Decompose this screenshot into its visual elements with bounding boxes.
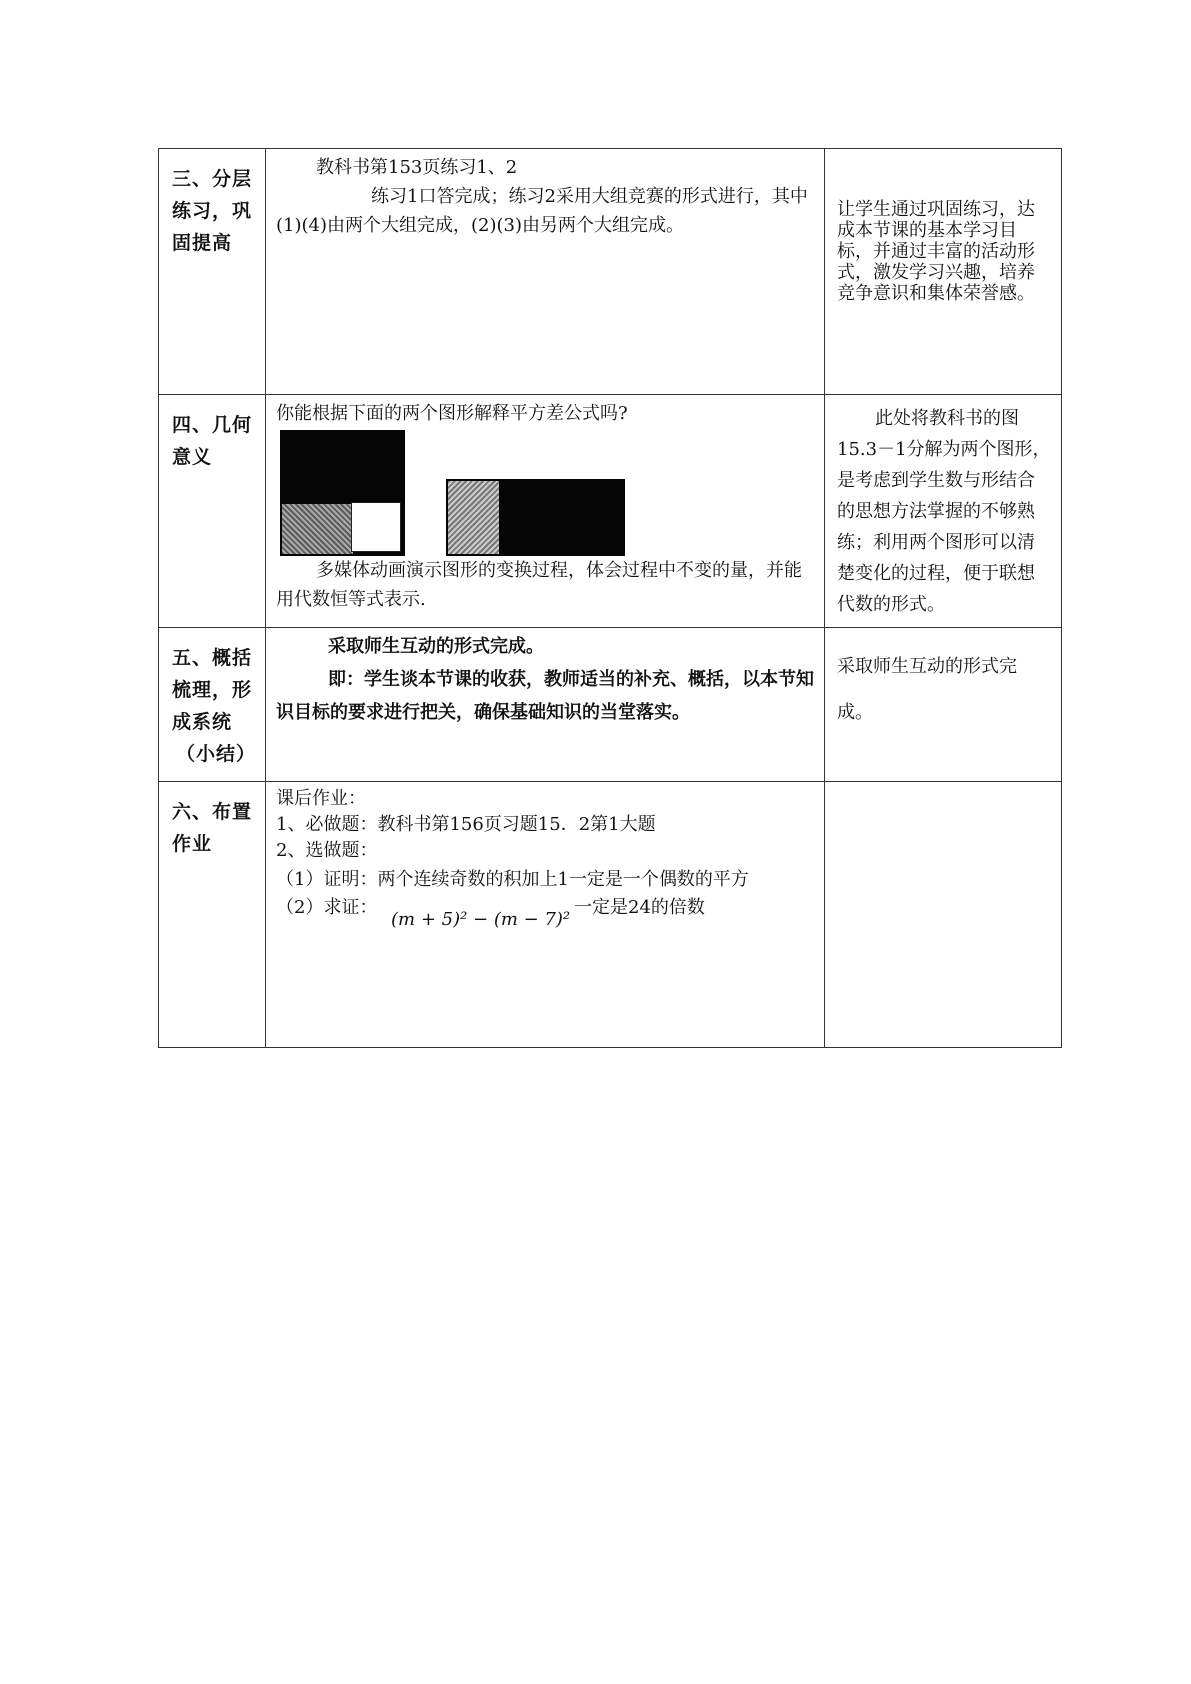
stage-line: （小结） [176,743,257,765]
proof-tail: 一定是24的倍数 [574,897,705,918]
formula: (m + 5)² − (m − 7)² [391,909,571,930]
content-line: 课后作业： [276,788,366,809]
stage-cell [159,395,266,628]
stage-line: 作业 [172,833,213,855]
stage-cell [159,628,266,782]
stage-line: 固提高 [172,232,233,254]
rectangle-figure [446,479,625,556]
content-line: 采取师生互动的形式完成。 [328,636,544,657]
content-cell [266,149,825,395]
stage-line: 三、分层 [172,168,253,190]
table-row [159,149,1062,395]
proof-item [276,895,816,935]
content-cell [266,395,825,628]
content-paragraph: 练习1口答完成；练习2采用大组竞赛的形式进行，其中(1)(4)由两个大组完成，(2)(3)由另两个大组完成。 [276,186,808,236]
intent-cell [825,782,1062,1048]
intent-cell [825,395,1062,628]
content-cell [266,782,825,1048]
lesson-plan-table [158,148,1062,1048]
stage-line: 梳理，形 [172,679,253,701]
stage-cell [159,149,266,395]
content-paragraph: 多媒体动画演示图形的变换过程，体会过程中不变的量，并能用代数恒等式表示. [276,560,802,610]
intent-cell [825,628,1062,782]
stage-line: 意义 [172,446,213,468]
square-figure [280,430,405,556]
stage-line: 五、概括 [172,647,253,669]
stage-line: 成系统 [172,711,233,733]
intent-text: 让学生通过巩固练习，达成本节课的基本学习目标，并通过丰富的活动形式，激发学习兴趣，培养竞争意识和集体荣誉感。 [837,199,1035,304]
table-row [159,395,1062,628]
table-row [159,782,1062,1048]
content-paragraph: 即：学生谈本节课的收获，教师适当的补充、概括，以本节知识目标的要求进行把关，确保基础知识的当堂落实。 [276,669,814,723]
stage-cell [159,782,266,1048]
figures [276,430,816,556]
intent-text: 采取师生互动的形式完成。 [837,656,1017,723]
table-row [159,628,1062,782]
shaded-region [448,481,499,554]
small-square [351,502,401,552]
stage-line: 六、布置 [172,801,253,823]
shaded-region [282,504,353,554]
stage-line: 练习，巩 [172,200,253,222]
intent-cell [825,149,1062,395]
question-text: 你能根据下面的两个图形解释平方差公式吗? [276,403,628,424]
content-line: 2、选做题： [276,840,378,861]
content-cell [266,628,825,782]
content-line: 教科书第153页练习1、2 [316,157,518,178]
content-line: 1、必做题：教科书第156页习题15．2第1大题 [276,814,656,835]
intent-text: 此处将教科书的图15.3－1分解为两个图形，是考虑到学生数与形结合的思想方法掌握的不够熟练；利用两个图形可以清楚变化的过程，便于联想代数的形式。 [837,408,1051,615]
intent-text [825,782,1061,786]
stage-line: 四、几何 [172,414,253,436]
proof-label: （2）求证： [276,897,378,918]
content-paragraph: （1）证明：两个连续奇数的积加上1一定是一个偶数的平方 [276,869,749,890]
